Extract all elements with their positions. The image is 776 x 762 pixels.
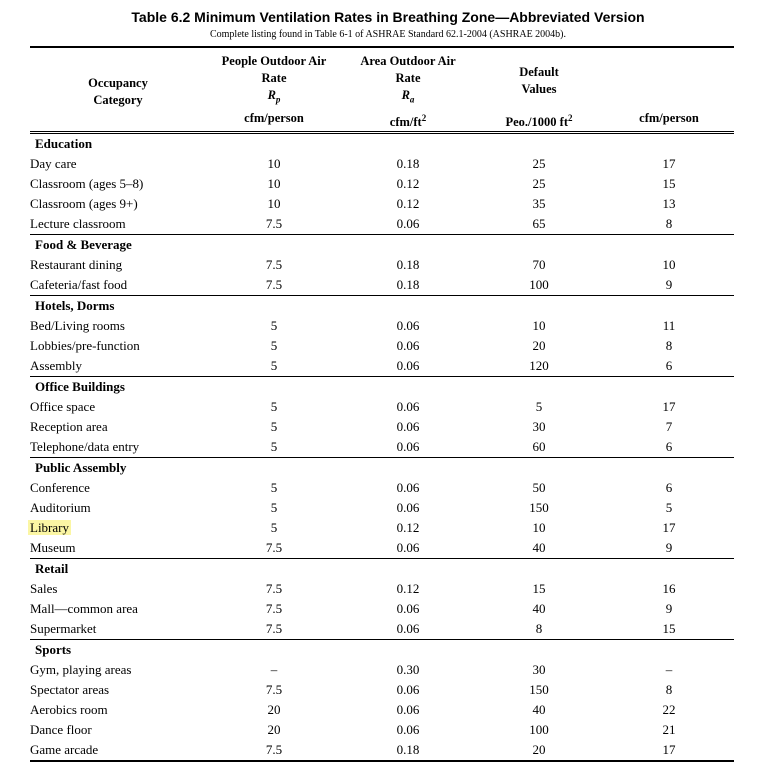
category-label: Hotels, Dorms xyxy=(35,298,115,314)
occupancy-cell: Bed/Living rooms xyxy=(30,318,125,334)
people-rate-cell: 5 xyxy=(270,399,278,415)
default-cfm-cell: 7 xyxy=(665,419,673,435)
table-row xyxy=(30,740,734,761)
category-label: Education xyxy=(35,136,93,152)
density-cell: 8 xyxy=(535,621,543,637)
people-rate-cell: 7.5 xyxy=(265,277,283,293)
area-rate-cell: 0.06 xyxy=(396,702,420,718)
density-cell: 40 xyxy=(532,702,546,718)
area-rate-cell: 0.12 xyxy=(396,520,420,536)
area-rate-cell: 0.06 xyxy=(396,722,420,738)
default-cfm-cell: 6 xyxy=(665,480,673,496)
density-cell: 40 xyxy=(532,601,546,617)
header-people-outdoor-air-rate: People Outdoor Air Rate $R_p$ xyxy=(221,54,327,105)
occupancy-cell: Sales xyxy=(30,581,58,597)
table-title: Table 6.2 Minimum Ventilation Rates in Breathing Zone—Abbreviated Version xyxy=(131,9,645,25)
area-rate-cell: 0.06 xyxy=(396,621,420,637)
table-row xyxy=(30,720,734,740)
occupancy-cell: Restaurant dining xyxy=(30,257,123,273)
area-rate-cell: 0.06 xyxy=(396,540,420,556)
density-cell: 35 xyxy=(532,196,546,212)
density-cell: 20 xyxy=(532,742,546,758)
default-cfm-cell: 15 xyxy=(662,621,676,637)
default-cfm-cell: 8 xyxy=(665,682,673,698)
table-row xyxy=(30,437,734,458)
occupancy-cell: Lecture classroom xyxy=(30,216,126,232)
table-row xyxy=(30,417,734,437)
occupancy-cell: Day care xyxy=(30,156,77,172)
default-cfm-cell: 5 xyxy=(665,500,673,516)
density-cell: 70 xyxy=(532,257,546,273)
table-row xyxy=(30,660,734,680)
table-row xyxy=(30,700,734,720)
default-cfm-cell: 9 xyxy=(665,277,673,293)
default-cfm-cell: 10 xyxy=(662,257,676,273)
density-cell: 30 xyxy=(532,419,546,435)
occupancy-cell: Cafeteria/fast food xyxy=(30,277,128,293)
occupancy-cell: Conference xyxy=(30,480,90,496)
area-rate-cell: 0.06 xyxy=(396,439,420,455)
occupancy-cell: Telephone/data entry xyxy=(30,439,140,455)
category-row xyxy=(30,377,734,398)
default-cfm-cell: 9 xyxy=(665,601,673,617)
density-cell: 150 xyxy=(529,500,549,516)
table-row xyxy=(30,478,734,498)
people-rate-cell: 7.5 xyxy=(265,621,283,637)
ventilation-rates-table xyxy=(30,46,734,762)
area-rate-cell: 0.30 xyxy=(396,662,420,678)
density-cell: 150 xyxy=(529,682,549,698)
area-rate-cell: 0.06 xyxy=(396,358,420,374)
people-rate-cell: 20 xyxy=(267,702,281,718)
area-rate-cell: 0.06 xyxy=(396,399,420,415)
occupancy-cell: Museum xyxy=(30,540,76,556)
occupancy-cell: Lobbies/pre-function xyxy=(30,338,140,354)
density-cell: 15 xyxy=(532,581,546,597)
people-rate-cell: 20 xyxy=(267,722,281,738)
table-row xyxy=(30,255,734,275)
category-label: Public Assembly xyxy=(35,460,127,476)
default-cfm-cell: 15 xyxy=(662,176,676,192)
area-rate-cell: 0.12 xyxy=(396,581,420,597)
occupancy-cell: Aerobics room xyxy=(30,702,108,718)
default-cfm-cell: 13 xyxy=(662,196,676,212)
category-row xyxy=(30,133,734,155)
people-rate-cell: 5 xyxy=(270,318,278,334)
table-row xyxy=(30,619,734,640)
density-cell: 50 xyxy=(532,480,546,496)
table-row xyxy=(30,599,734,619)
default-cfm-cell: 17 xyxy=(662,520,676,536)
area-rate-cell: 0.06 xyxy=(396,601,420,617)
table-row xyxy=(30,194,734,214)
occupancy-cell: Assembly xyxy=(30,358,82,374)
density-cell: 20 xyxy=(532,338,546,354)
highlighted-occupancy-name: Library xyxy=(30,520,69,536)
table-row xyxy=(30,154,734,174)
people-rate-cell: 7.5 xyxy=(265,601,283,617)
category-row xyxy=(30,640,734,661)
people-rate-cell: 10 xyxy=(267,196,281,212)
table-row xyxy=(30,174,734,194)
occupancy-cell: Classroom (ages 9+) xyxy=(30,196,138,212)
density-cell: 40 xyxy=(532,540,546,556)
header-density-unit: Peo./1000 $ft^2$ xyxy=(505,113,573,130)
area-rate-cell: 0.12 xyxy=(396,196,420,212)
category-label: Retail xyxy=(35,561,69,577)
people-rate-cell: 7.5 xyxy=(265,257,283,273)
area-rate-cell: 0.06 xyxy=(396,216,420,232)
area-rate-cell: 0.06 xyxy=(396,338,420,354)
occupancy-cell: Mall—common area xyxy=(30,601,138,617)
default-cfm-cell: 17 xyxy=(662,156,676,172)
occupancy-cell: Reception area xyxy=(30,419,108,435)
table-row xyxy=(30,356,734,377)
people-rate-cell: 7.5 xyxy=(265,216,283,232)
occupancy-cell: Classroom (ages 5–8) xyxy=(30,176,144,192)
occupancy-cell: Game arcade xyxy=(30,742,99,758)
default-cfm-cell: 22 xyxy=(662,702,676,718)
people-rate-cell: 7.5 xyxy=(265,742,283,758)
people-rate-cell: 7.5 xyxy=(265,581,283,597)
table-body xyxy=(30,133,734,762)
header-area-unit: cfm/$ft^2$ xyxy=(389,113,427,130)
default-cfm-cell: 17 xyxy=(662,742,676,758)
area-rate-cell: 0.06 xyxy=(396,682,420,698)
area-rate-cell: 0.18 xyxy=(396,277,420,293)
people-rate-cell: 5 xyxy=(270,439,278,455)
people-rate-cell: 5 xyxy=(270,480,278,496)
people-rate-cell: 7.5 xyxy=(265,682,283,698)
density-cell: 60 xyxy=(532,439,546,455)
density-cell: 100 xyxy=(529,722,549,738)
table-row xyxy=(30,275,734,296)
table-row xyxy=(30,579,734,599)
area-rate-cell: 0.06 xyxy=(396,318,420,334)
category-row xyxy=(30,559,734,580)
default-cfm-cell: 17 xyxy=(662,399,676,415)
occupancy-cell: Office space xyxy=(30,399,96,415)
area-rate-cell: 0.18 xyxy=(396,156,420,172)
people-rate-cell: 5 xyxy=(270,419,278,435)
area-rate-cell: 0.18 xyxy=(396,742,420,758)
table-row xyxy=(30,498,734,518)
people-rate-cell: 5 xyxy=(270,500,278,516)
occupancy-cell: Dance floor xyxy=(30,722,92,738)
occupancy-cell: Auditorium xyxy=(30,500,91,516)
category-label: Sports xyxy=(35,642,72,658)
area-rate-cell: 0.06 xyxy=(396,500,420,516)
people-rate-cell: – xyxy=(270,662,278,678)
header-occupancy-category: Occupancy Category xyxy=(88,75,148,107)
category-row xyxy=(30,235,734,256)
density-cell: 25 xyxy=(532,176,546,192)
header-default-blank xyxy=(604,47,734,110)
table-row xyxy=(30,518,734,538)
default-cfm-cell: 6 xyxy=(665,439,673,455)
people-rate-cell: 7.5 xyxy=(265,540,283,556)
people-rate-cell: 5 xyxy=(270,520,278,536)
category-label: Food & Beverage xyxy=(35,237,132,253)
density-cell: 5 xyxy=(535,399,543,415)
density-cell: 120 xyxy=(529,358,549,374)
people-rate-cell: 5 xyxy=(270,358,278,374)
default-cfm-cell: 6 xyxy=(665,358,673,374)
area-rate-cell: 0.06 xyxy=(396,480,420,496)
table-row xyxy=(30,336,734,356)
occupancy-cell: Spectator areas xyxy=(30,682,110,698)
area-rate-cell: 0.06 xyxy=(396,419,420,435)
density-cell: 10 xyxy=(532,520,546,536)
header-area-outdoor-air-rate: Area Outdoor Air Rate $R_a$ xyxy=(360,54,456,105)
table-row xyxy=(30,214,734,235)
category-row xyxy=(30,458,734,479)
area-rate-cell: 0.18 xyxy=(396,257,420,273)
category-label: Office Buildings xyxy=(35,379,125,395)
occupancy-cell: Gym, playing areas xyxy=(30,662,132,678)
default-cfm-cell: 11 xyxy=(662,318,676,334)
default-cfm-cell: 8 xyxy=(665,338,673,354)
default-cfm-cell: – xyxy=(665,662,673,678)
default-cfm-cell: 16 xyxy=(662,581,676,597)
header-default-values: Default Values xyxy=(519,65,559,96)
table-row xyxy=(30,397,734,417)
people-rate-cell: 10 xyxy=(267,176,281,192)
category-row xyxy=(30,296,734,317)
occupancy-cell: Supermarket xyxy=(30,621,97,637)
header-people-unit: cfm/person xyxy=(244,111,304,125)
table-row xyxy=(30,538,734,559)
table-row xyxy=(30,680,734,700)
density-cell: 65 xyxy=(532,216,546,232)
header-default-rate-unit: cfm/person xyxy=(639,111,699,125)
table-row xyxy=(30,316,734,336)
default-cfm-cell: 21 xyxy=(662,722,676,738)
area-rate-cell: 0.12 xyxy=(396,176,420,192)
people-rate-cell: 5 xyxy=(270,338,278,354)
default-cfm-cell: 8 xyxy=(665,216,673,232)
density-cell: 30 xyxy=(532,662,546,678)
density-cell: 10 xyxy=(532,318,546,334)
density-cell: 100 xyxy=(529,277,549,293)
occupancy-cell xyxy=(30,518,206,538)
density-cell: 25 xyxy=(532,156,546,172)
default-cfm-cell: 9 xyxy=(665,540,673,556)
people-rate-cell: 10 xyxy=(267,156,281,172)
table-subtitle: Complete listing found in Table 6-1 of ASHRAE Standard 62.1-2004 (ASHRAE 2004b). xyxy=(209,29,567,40)
